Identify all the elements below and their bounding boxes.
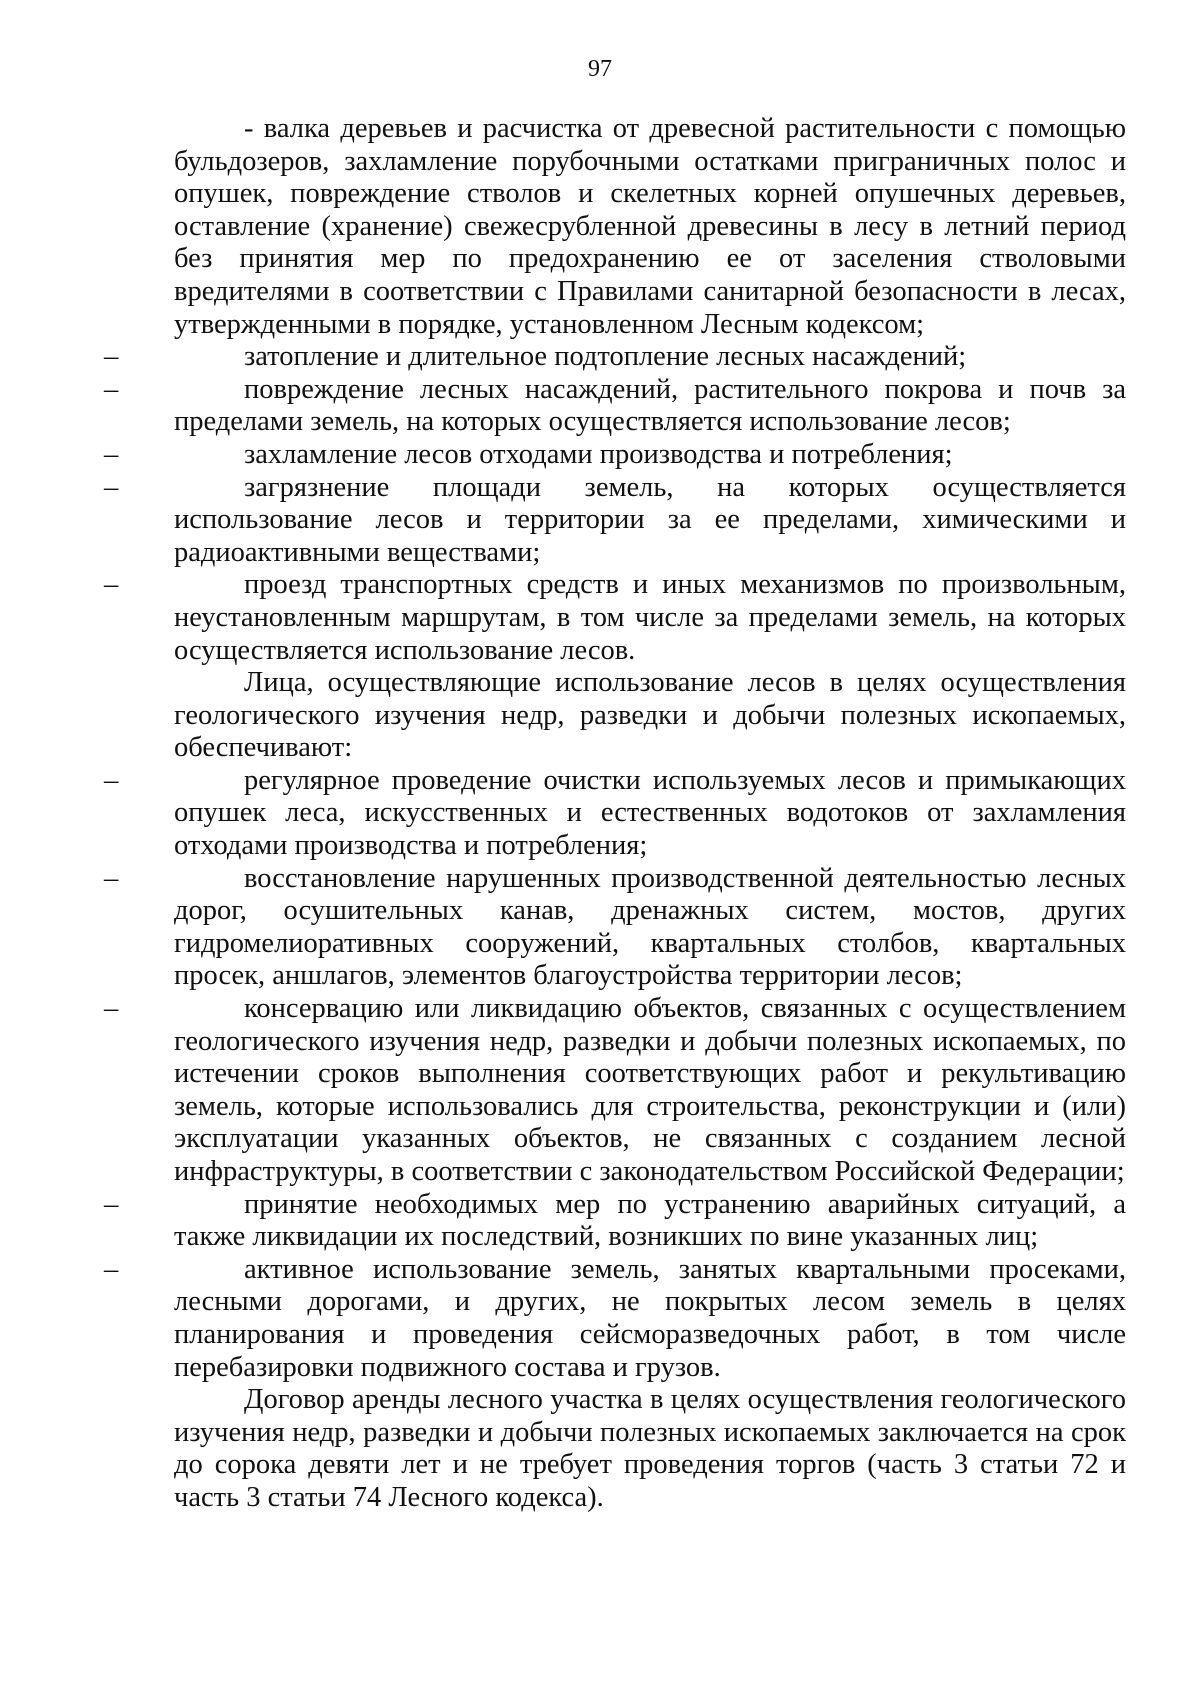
dash-marker: – xyxy=(104,341,119,373)
dash-marker: – xyxy=(104,862,119,894)
list-item-flooding xyxy=(104,341,1126,374)
dash-marker: – xyxy=(104,1253,119,1285)
list-item-text: регулярное проведение очистки используемых лесов и примыкающих опушек леса, искусственных и естественных водотоков от захламления отходами производства и потребления; xyxy=(174,764,1126,862)
dash-marker: – xyxy=(104,438,119,470)
dash-marker: – xyxy=(104,471,119,503)
list-item-text: захламление лесов отходами производства и потребления; xyxy=(244,438,953,470)
dash-marker: – xyxy=(104,993,119,1025)
dash-marker: – xyxy=(104,569,119,601)
paragraph-lease-agreement: Договор аренды лесного участка в целях осуществления геологического изучения недр, разведки и добычи полезных ископаемых заключается на срок до сорока девяти лет и не требует проведения торгов (часть 3 статьи 72 и часть 3 статьи 74 Лесного кодекса). xyxy=(174,1384,1126,1513)
list-item-text: затопление и длительное подтопление лесных насаждений; xyxy=(244,341,967,373)
list-item-text: загрязнение площади земель, на которых осуществляется использование лесов и территории за ее пределами, химическими и радиоактивными веществами; xyxy=(174,471,1126,568)
list-item-text: активное использование земель, занятых квартальными просеками, лесными дорогами, и других, не покрытых лесом земель в целях планирования и проведения сейсморазведочных работ, в том числе перебазировки подвижного состава и грузов. xyxy=(174,1253,1126,1383)
document-body xyxy=(104,113,1126,1515)
list-item-cleaning xyxy=(104,764,1126,863)
list-item-pollution xyxy=(104,471,1126,570)
list-item-littering xyxy=(104,438,1126,472)
list-item-text: восстановление нарушенных производственной деятельностью лесных дорог, осушительных канав, дренажных систем, мостов, других гидромелиоративных сооружений, квартальных столбов, квартальных просек, аншлагов, элементов благоустройства территории лесов; xyxy=(174,862,1126,992)
list-item-emergency xyxy=(104,1188,1126,1254)
list-item-text: принятие необходимых мер по устранению аварийных ситуаций, а также ликвидации их последствий, возникших по вине указанных лиц; xyxy=(174,1188,1126,1253)
list-item-text: проезд транспортных средств и иных механизмов по произвольным, неустановленным маршрутам, в том числе за пределами земель, на которых осуществляется использование лесов. xyxy=(174,569,1126,666)
paragraph-obligations-intro: Лица, осуществляющие использование лесов в целях осуществления геологического изучения недр, разведки и добычи полезных ископаемых, обеспечивают: xyxy=(174,667,1126,764)
list-item-text: повреждение лесных насаждений, растительного покрова и почв за пределами земель, на которых осуществляется использование лесов; xyxy=(174,373,1126,438)
list-item-vehicle-passage xyxy=(104,569,1126,667)
dash-marker: – xyxy=(104,764,119,796)
page-number: 97 xyxy=(588,56,612,82)
list-item-conservation xyxy=(104,993,1126,1189)
dash-marker: – xyxy=(104,373,119,405)
list-item-restoration xyxy=(104,862,1126,993)
paragraph-tree-felling: - валка деревьев и расчистка от древесной растительности с помощью бульдозеров, захламление порубочными остатками приграничных полос и опушек, повреждение стволов и скелетных корней опушечных деревьев, оставление (хранение) свежесрубленной древесины в лесу в летний период без принятия мер по предохранению ее от заселения стволовыми вредителями в соответствии с Правилами санитарной безопасности в лесах, утвержденными в порядке, установленном Лесным кодексом; xyxy=(174,113,1126,340)
dash-marker: – xyxy=(104,1188,119,1220)
list-item-text: консервацию или ликвидацию объектов, связанных с осуществлением геологического изучения недр, разведки и добычи полезных ископаемых, по истечении сроков выполнения соответствующих работ и рекультивацию земель, которые использовались для строительства, реконструкции и (или) эксплуатации указанных объектов, не связанных с созданием лесной инфраструктуры, в соответствии с законодательством Российской Федерации; xyxy=(174,993,1126,1187)
list-item-land-use xyxy=(104,1253,1126,1384)
list-item-damage xyxy=(104,373,1126,439)
